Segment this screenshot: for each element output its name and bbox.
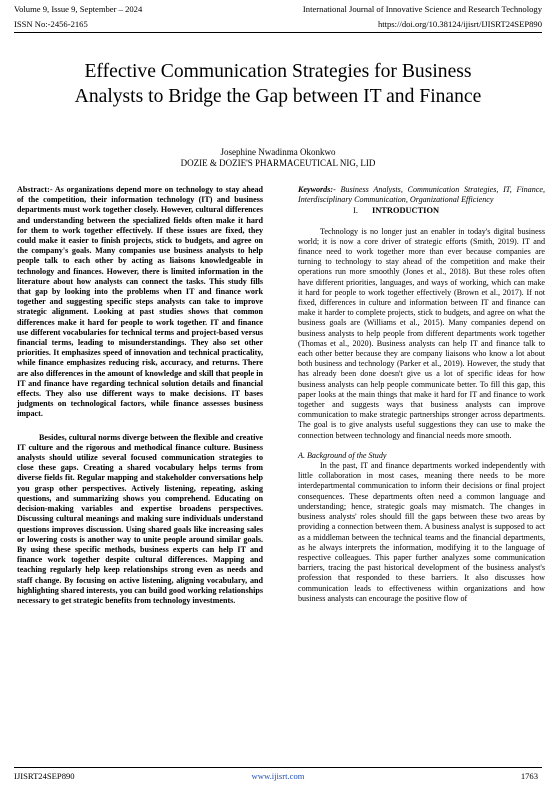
footer-page-number: 1763 (520, 771, 538, 781)
volume-issue: Volume 9, Issue 9, September – 2024 (14, 4, 143, 14)
author-affiliation: DOZIE & DOZIE'S PHARMACEUTICAL NIG, LID (180, 157, 376, 168)
paper-title (10, 59, 546, 109)
footer-paper-id: IJISRT24SEP890 (14, 771, 75, 781)
background-paragraph: In the past, IT and finance departments worked independently with little collaboration in most cases, meaning there needs to be more interdepartmental communication to inform their decisions or final project consequences. These departments often need a common language and understanding; hence, strategic goals may mismatch. The changes in business analysts' roles should fill the gaps between these two areas by providing a connection between them. A business analyst is supposed to act as a middleman between the technical teams and the financial departments, as he always interprets the information, modifying it to the language of respective colleagues. This paper further analyzes some communication barriers, tracing the past historical development of the business analyst's profession that responded to these barriers. It also discusses how communication leads to effectiveness within organizations and how business analysts can encourage the positive flow of (298, 461, 545, 603)
section-title: INTRODUCTION (372, 206, 440, 216)
paper-title-line-1: Effective Communication Strategies for Business (84, 61, 472, 82)
abstract-paragraph-1 (17, 185, 263, 420)
footer-rule (14, 767, 542, 768)
author-name: Josephine Nwadinma Okonkwo (220, 147, 336, 157)
doi-link[interactable]: https://doi.org/10.38124/ijisrt/IJISRT24SEP890 (377, 19, 542, 29)
abstract-paragraph-2: Besides, cultural norms diverge between the flexible and creative IT culture and the rigorous and methodical finance culture. Business analysts should utilize several focused communication strategies to close these gaps. Creating a shared vocabulary helps terms from diverse fields fit. Regular mapping and stakeholder conversations help you grasp other perspectives. Actively listening, repeating, asking questions, and summarizing shows you comprehend. Educating on decision-making variables and expertise broadens perspectives. Discussing cultural meanings and making sure individuals understand questions improves discussion. Using shared goals like increasing sales or lowering costs is another way to unite people around similar goals. By using these specific methods, business experts can help IT and finance work together despite cultural differences. Mapping and teaching regularly help keep relationships strong even as needs and staff change. By focusing on active listening, aligning vocabulary, and highlighting shared interests, you can build good working relationships necessary to get strategic benefits from technology investments. (17, 432, 263, 605)
header-rule (14, 32, 542, 33)
author-block (0, 147, 556, 168)
left-column (17, 185, 263, 606)
right-column (298, 185, 545, 604)
paper-title-line-2: Analysts to Bridge the Gap between IT and Finance (74, 86, 482, 107)
journal-name: International Journal of Innovative Science and Research Technology (302, 4, 542, 14)
keywords (298, 185, 545, 205)
abstract-label: Abstract:- (17, 185, 53, 194)
keywords-label: Keywords:- (298, 185, 336, 194)
section-number: I. (353, 206, 358, 216)
issn: ISSN No:-2456-2165 (14, 19, 88, 29)
footer-website-link[interactable]: www.ijisrt.com (251, 771, 305, 781)
subsection-heading-background: A. Background of the Study (298, 450, 387, 460)
keywords-text: Business Analysts, Communication Strategies, IT, Finance, Interdisciplinary Communication, Organizational Efficiency (298, 185, 545, 205)
abstract-text: As organizations depend more on technology to stay ahead of the competition, their information technology (IT) and business departments must work together closely. However, cultural differences and understanding between the specialized fields often make it hard for them to work together effectively. If these issues are fixed, they could make it easier to finish projects, stick to budgets, and agree on the company's goals. Many companies use business analysts to help people talk to each other by acting as liaisons knowledgeable in technology and finances. However, there is limited information in the literature about how analysts can connect the tasks. This study fills that gap by looking into the problems when IT and finance work together and suggesting specific steps analysts can take to improve strategic alignment. Looking at past studies shows that common differences make it hard for people to work together. IT and finance use different vocabularies for technical terms and project-based versus financial terms, leading to misunderstandings. They also set other priorities. It emphasizes speed of innovation and technical practicality, while finance emphasizes reducing risk, accuracy, and returns. There are also differences in the amount of knowledge and skill that people in IT and finance have regarding technical solution details and financial effects. They also use different ways to make decisions. IT bases judgments on technological factors, while finance assesses business impact. (17, 185, 263, 419)
section-heading-introduction (298, 206, 545, 216)
introduction-paragraph: Technology is no longer just an enabler in today's digital business world; it is now a core driver of strategic efforts (Smith, 2019). IT and finance need to work together more than ever because companies are turning to technology to stay ahead of the competition and make their operations run more smoothly (Jones et al., 2018). But these roles often have different priorities, languages, and ways of working, which can make it hard for people to work together effectively (Brown et al., 2017). If not fixed, differences in culture and information between IT and finance can make it harder to complete projects, stick to budgets, and agree on what the business goals are (Williams et al., 2015). Many companies depend on business analysts to help people from different departments work together (Thomas et al., 2020). Business analysts can help IT and finance talk to each other better because they are company liaisons who know a lot about both business and technology (Parker et al., 2019). However, the study that has already been done doesn't give us a lot of specific ideas for how business analysts can help people communicate better. To fill this gap, this paper looks at the main things that make it hard for IT and finance to work together and suggests ways that business analysts can improve communication to make strategic partnerships stronger across departments. The goal is to give analysts useful suggestions they can use to make the connection between technology and financial needs more smooth. (298, 226, 545, 440)
